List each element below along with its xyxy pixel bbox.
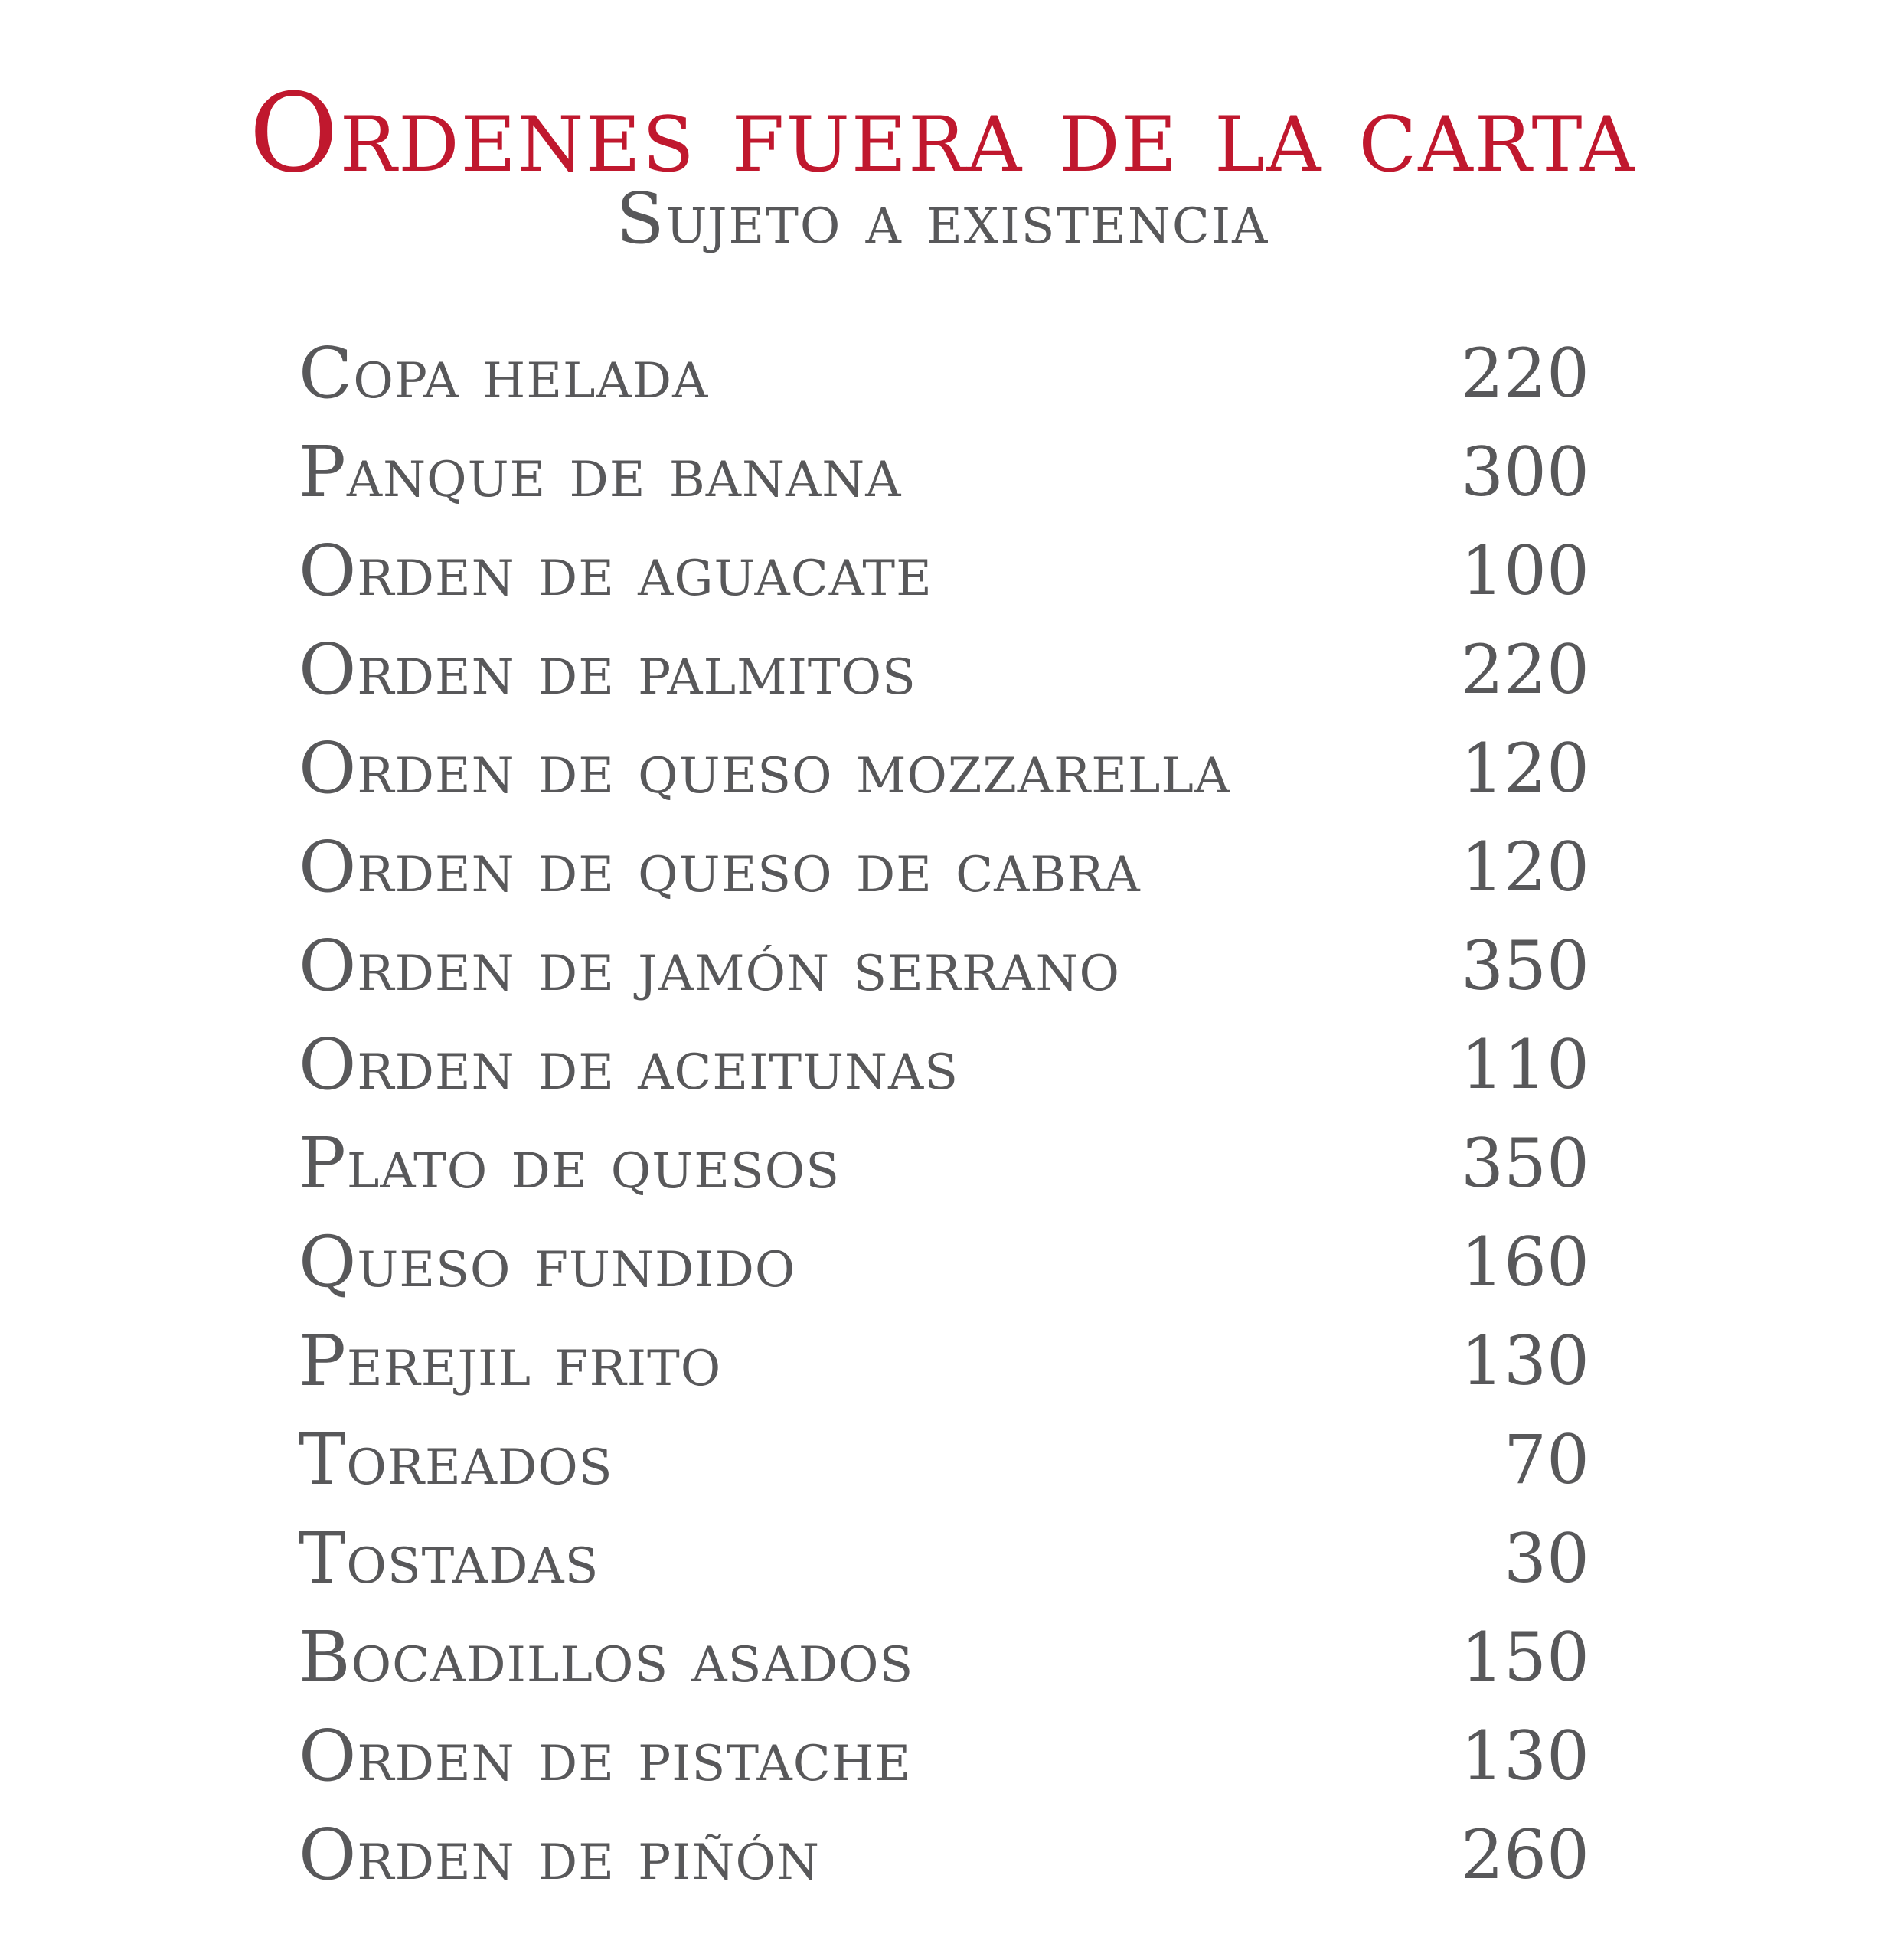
menu-item-price: 120	[1461, 729, 1589, 808]
menu-item-price: 160	[1461, 1223, 1589, 1302]
menu-item-price: 350	[1461, 1124, 1589, 1203]
menu-item-name: Perejil frito	[299, 1320, 722, 1402]
menu-item-name: Bocadillos asados	[299, 1616, 914, 1698]
menu-item	[299, 1513, 1589, 1612]
menu-item-price: 30	[1504, 1519, 1589, 1598]
menu-item-name: Orden de jamón serrano	[299, 925, 1120, 1007]
menu-item	[299, 1217, 1589, 1315]
menu-item	[299, 1612, 1589, 1710]
menu-item-name: Orden de aguacate	[299, 530, 933, 612]
menu-item-list	[299, 328, 1589, 1908]
menu-item	[299, 822, 1589, 920]
menu-title: Ordenes fuera de la carta	[249, 70, 1636, 197]
menu-item	[299, 1414, 1589, 1513]
menu-subtitle: Sujeto a existencia	[616, 178, 1269, 260]
menu-item	[299, 624, 1589, 723]
menu-item-price: 120	[1461, 828, 1589, 906]
menu-item-name: Panque de banana	[299, 431, 902, 513]
menu-item-name: Orden de pistache	[299, 1715, 912, 1797]
menu-item	[299, 1809, 1589, 1908]
menu-item-price: 220	[1461, 334, 1589, 413]
menu-item	[299, 1019, 1589, 1118]
menu-item-name: Orden de aceitunas	[299, 1024, 959, 1106]
menu-item	[299, 1710, 1589, 1809]
menu-item-price: 70	[1504, 1420, 1589, 1499]
menu-item-name: Plato de quesos	[299, 1122, 841, 1204]
menu-item-name: Orden de queso de cabra	[299, 826, 1141, 908]
menu-item-price: 100	[1461, 531, 1589, 610]
menu-item	[299, 1118, 1589, 1217]
menu-item-name: Tostadas	[299, 1517, 599, 1599]
menu-item	[299, 723, 1589, 822]
menu-item-name: Queso fundido	[299, 1221, 796, 1303]
menu-item-price: 220	[1461, 630, 1589, 709]
menu-item-price: 150	[1461, 1618, 1589, 1697]
menu-item-name: Copa helada	[299, 332, 709, 414]
menu-item	[299, 328, 1589, 426]
menu-item-name: Toreados	[299, 1419, 613, 1501]
menu-item-name: Orden de palmitos	[299, 629, 916, 710]
menu-item	[299, 920, 1589, 1019]
menu-item	[299, 525, 1589, 624]
menu-item-price: 350	[1461, 926, 1589, 1005]
menu-item-price: 260	[1461, 1815, 1589, 1894]
menu-item-name: Orden de piñón	[299, 1814, 820, 1896]
menu-item-price: 300	[1461, 433, 1589, 511]
menu-item-price: 130	[1461, 1717, 1589, 1795]
menu-item	[299, 426, 1589, 525]
menu-item-price: 110	[1461, 1025, 1589, 1104]
menu-item	[299, 1315, 1589, 1414]
menu-item-name: Orden de queso mozzarella	[299, 727, 1231, 809]
menu-item-price: 130	[1461, 1321, 1589, 1400]
